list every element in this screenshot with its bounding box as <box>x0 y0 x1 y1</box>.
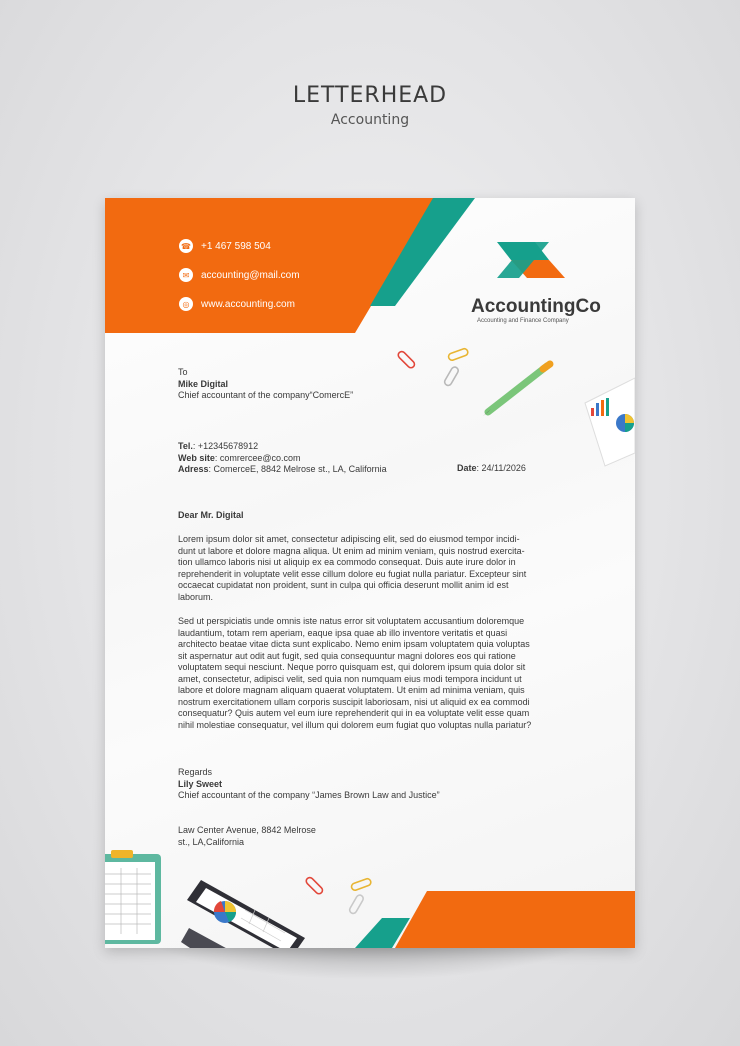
recipient-tel <box>178 441 387 453</box>
header-orange-shape <box>105 198 435 333</box>
paragraph-2-line: laudantium, totam rem aperiam, eaque ipsa quae ab illo inventore veritatis et quasi <box>178 627 508 638</box>
laptop-icon <box>181 880 305 948</box>
paragraph-1-line: tion ullamco laboris nisi ut aliquip ex ea commodo consequat. Duis aute irure dolor in <box>178 557 516 567</box>
paragraph-1-line: laborum. <box>178 591 214 602</box>
paragraph-1 <box>178 534 563 603</box>
globe-icon: ◎ <box>179 297 193 311</box>
recipient-contact-block <box>178 441 387 476</box>
recipient-web <box>178 453 387 465</box>
paragraph-2-line: Sed ut perspiciatis unde omnis iste natus error sit voluptatem accusantium doloremque <box>178 616 525 626</box>
recipient-address <box>178 464 387 476</box>
paragraph-1-line: reprehenderit in voluptate velit esse cillum dolore eu fugiat nulla pariatur. Excepteur sint <box>178 568 527 579</box>
closing-name: Lily Sweet <box>178 778 223 789</box>
paragraph-2-line: amet, consectetur, adipisci velit, sed quia non numquam eius modi tempora incidunt ut <box>178 673 522 684</box>
recipient-title: Chief accountant of the company“ComercE” <box>178 390 354 400</box>
paperclip-icon <box>397 348 469 387</box>
closing-block <box>178 767 440 802</box>
paragraph-2-line: labore et dolore magnam aliquam quaerat voluptatem. Ut enim ad minima veniam, quis <box>178 685 525 695</box>
footer-address <box>178 825 316 848</box>
paragraph-2-line: consequatur? Quis autem vel eum iure reprehenderit qui in ea voluptate velit esse quam <box>178 708 530 718</box>
paragraph-2 <box>178 616 563 731</box>
pen-icon <box>483 364 550 416</box>
date-value: : 24/11/2026 <box>476 463 526 473</box>
logo-mark-icon <box>497 242 565 278</box>
chart-report-icon <box>585 378 635 466</box>
clipboard-icon <box>105 850 161 944</box>
closing-title: Chief accountant of the company “James Brown Law and Justice” <box>178 790 440 800</box>
mail-icon: ✉ <box>179 268 193 282</box>
recipient-to-label: To <box>178 367 188 377</box>
contact-website[interactable] <box>179 297 295 311</box>
salutation: Dear Mr. Digital <box>178 510 244 520</box>
brand-name: AccountingCo <box>471 296 601 317</box>
paragraph-1-line: occaecat cupidatat non proident, sunt in culpa qui officia deserunt mollit anim id est <box>178 580 509 590</box>
closing-regards: Regards <box>178 767 213 777</box>
footer-address-line1: Law Center Avenue, 8842 Melrose <box>178 825 316 835</box>
paragraph-1-line: dunt ut labore et dolore magna aliqua. Ut enim ad minim veniam, quis nostrud exercita- <box>178 545 525 556</box>
mockup-subtitle: Accounting <box>330 112 410 128</box>
contact-email-text: accounting@mail.com <box>201 269 300 281</box>
phone-icon: ☎ <box>179 239 193 253</box>
letter-date <box>457 463 526 473</box>
paperclip-icon <box>305 876 372 915</box>
address-value: : ComerceE, 8842 Melrose st., LA, California <box>208 464 387 474</box>
brand-tagline: Accounting and Finance Company <box>477 318 569 324</box>
date-label: Date <box>457 463 477 473</box>
contact-email[interactable] <box>179 268 300 282</box>
paragraph-2-line: voluptatem sequi nesciunt. Neque porro quisquam est, qui dolorem ipsum quia dolor sit <box>178 662 526 672</box>
contact-website-text: www.accounting.com <box>201 298 295 310</box>
footer-address-line2: st., LA,California <box>178 836 245 847</box>
letterhead-paper <box>105 198 635 948</box>
paragraph-2-line: architecto beatae vitae dicta sunt explicabo. Nemo enim ipsam voluptatem quia voluptas <box>178 639 530 649</box>
recipient-name: Mike Digital <box>178 378 229 389</box>
paragraph-2-line: nostrum exercitationem ullam corporis suscipit laboriosam, nisi ut aliquid ex ea commodi <box>178 696 530 707</box>
recipient-block <box>178 367 353 402</box>
paragraph-2-line: sit aspernatur aut odit aut fugit, sed quia consequuntur magni dolores eos qui ratione <box>178 650 516 661</box>
address-label: Adress <box>178 464 209 474</box>
web-label: Web site <box>178 452 215 463</box>
web-value: : comrercee@co.com <box>214 452 301 463</box>
footer-orange-shape <box>395 891 635 948</box>
contact-phone-text: +1 467 598 504 <box>201 240 271 252</box>
tel-value: : +12345678912 <box>192 441 259 451</box>
paragraph-1-line: Lorem ipsum dolor sit amet, consectetur adipiscing elit, sed do eiusmod tempor incidi- <box>178 534 520 544</box>
contact-phone[interactable] <box>179 239 271 253</box>
tel-label: Tel. <box>178 441 193 451</box>
mockup-title: LETTERHEAD <box>292 83 448 108</box>
paragraph-2-line: nihil molestiae consequatur, vel illum qui dolorem eum fugiat quo voluptas nulla pariatur? <box>178 719 532 730</box>
